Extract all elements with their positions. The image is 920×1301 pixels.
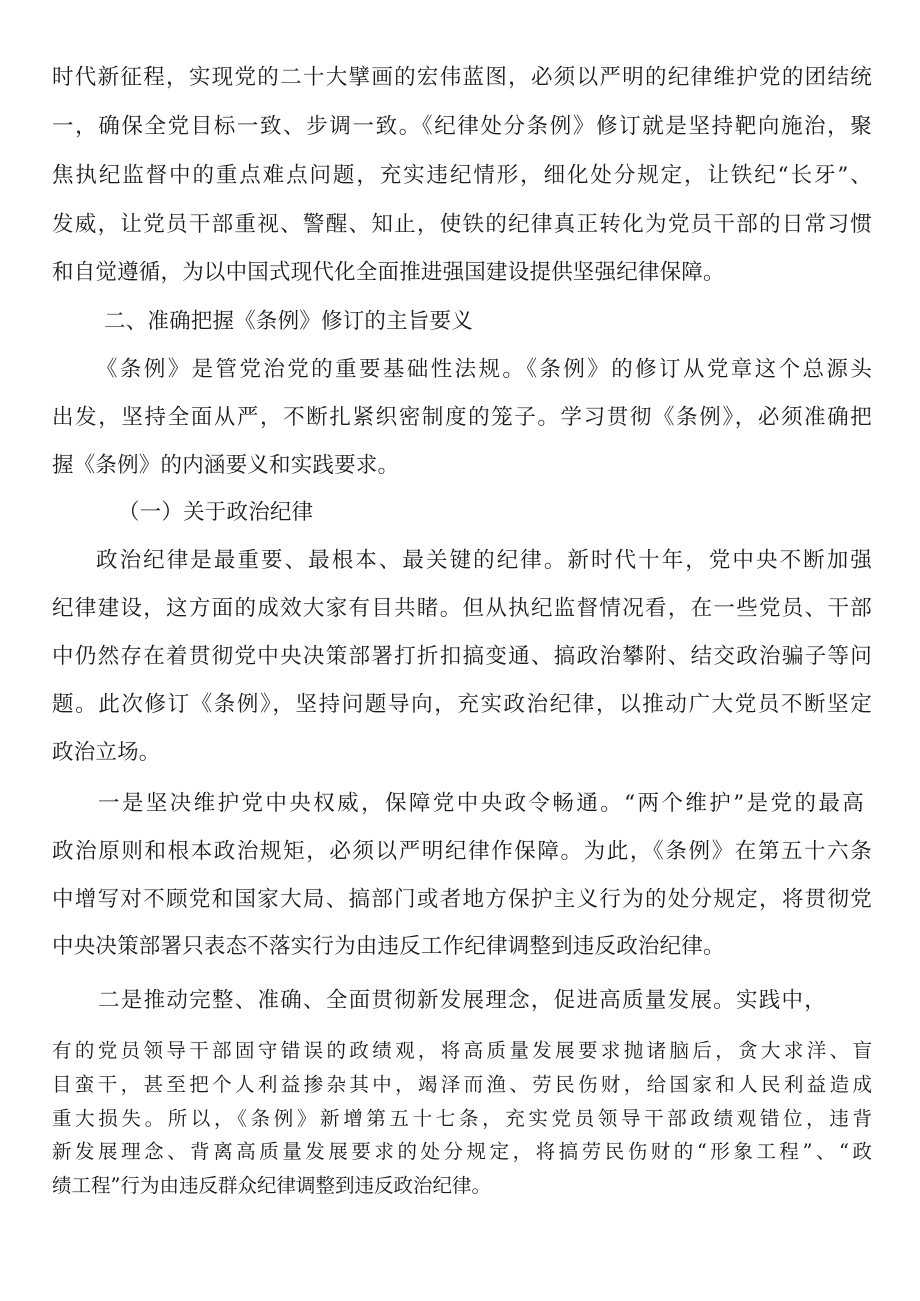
text-line: 时代新征程，实现党的二十大擘画的宏伟蓝图，必须以严明的纪律维护党的团结统 — [52, 65, 872, 90]
text-line: 焦执纪监督中的重点难点问题，充实违纪情形，细化处分规定，让铁纪“长牙”、 — [52, 163, 872, 188]
text-line: 政治纪律是最重要、最根本、最关键的纪律。新时代十年，党中央不断加强 — [96, 548, 872, 573]
text-line: 二是推动完整、准确、全面贯彻新发展理念，促进高质量发展。实践中， — [98, 988, 826, 1013]
text-line: 有的党员领导干部固守错误的政绩观，将高质量发展要求抛诸脑后，贪大求洋、盲 — [52, 1039, 872, 1062]
text-line: 纪律建设，这方面的成效大家有目共睹。但从执纪监督情况看，在一些党员、干部 — [52, 596, 872, 621]
text-line: 目蛮干，甚至把个人利益掺杂其中，竭泽而渔、劳民伤财，给国家和人民利益造成 — [52, 1073, 872, 1096]
text-line: 绩工程”行为由违反群众纪律调整到违反政治纪律。 — [52, 1174, 491, 1197]
text-line: 政治立场。 — [52, 740, 161, 765]
text-line: 握《条例》的内涵要义和实践要求。 — [52, 453, 400, 478]
subsection-heading: （一）关于政治纪律 — [118, 500, 314, 525]
text-line: 中央决策部署只表态不落实行为由违反工作纪律调整到违反政治纪律。 — [52, 934, 725, 959]
text-line: 题。此次修订《条例》，坚持问题导向，充实政治纪律，以推动广大党员不断坚定 — [52, 692, 872, 717]
text-line: 一是坚决维护党中央权威，保障党中央政令畅通。“两个维护”是党的最高 — [98, 791, 864, 816]
section-heading: 二、准确把握《条例》修订的主旨要义 — [104, 309, 473, 334]
text-line: 政治原则和根本政治规矩，必须以严明纪律作保障。为此，《条例》在第五十六条 — [52, 839, 872, 864]
text-line: 和自觉遵循，为以中国式现代化全面推进强国建设提供坚强纪律保障。 — [52, 260, 725, 285]
text-line: 新发展理念、背离高质量发展要求的处分规定，将搞劳民伤财的“形象工程”、“政 — [52, 1140, 872, 1163]
text-line: 重大损失。所以，《条例》新增第五十七条，充实党员领导干部政绩观错位，违背 — [52, 1107, 872, 1130]
text-line: 中仍然存在着贯彻党中央决策部署打折扣搞变通、搞政治攀附、结交政治骗子等问 — [52, 644, 872, 669]
text-line: 一，确保全党目标一致、步调一致。《纪律处分条例》修订就是坚持靶向施治，聚 — [52, 114, 872, 139]
text-line: 出发，坚持全面从严，不断扎紧织密制度的笼子。学习贯彻《条例》，必须准确把 — [52, 405, 872, 430]
text-line: 中增写对不顾党和国家大局、搞部门或者地方保护主义行为的处分规定，将贯彻党 — [52, 887, 872, 912]
text-line: 《条例》是管党治党的重要基础性法规。《条例》的修订从党章这个总源头 — [96, 357, 872, 382]
text-line: 发威，让党员干部重视、警醒、知止，使铁的纪律真正转化为党员干部的日常习惯 — [52, 212, 872, 237]
